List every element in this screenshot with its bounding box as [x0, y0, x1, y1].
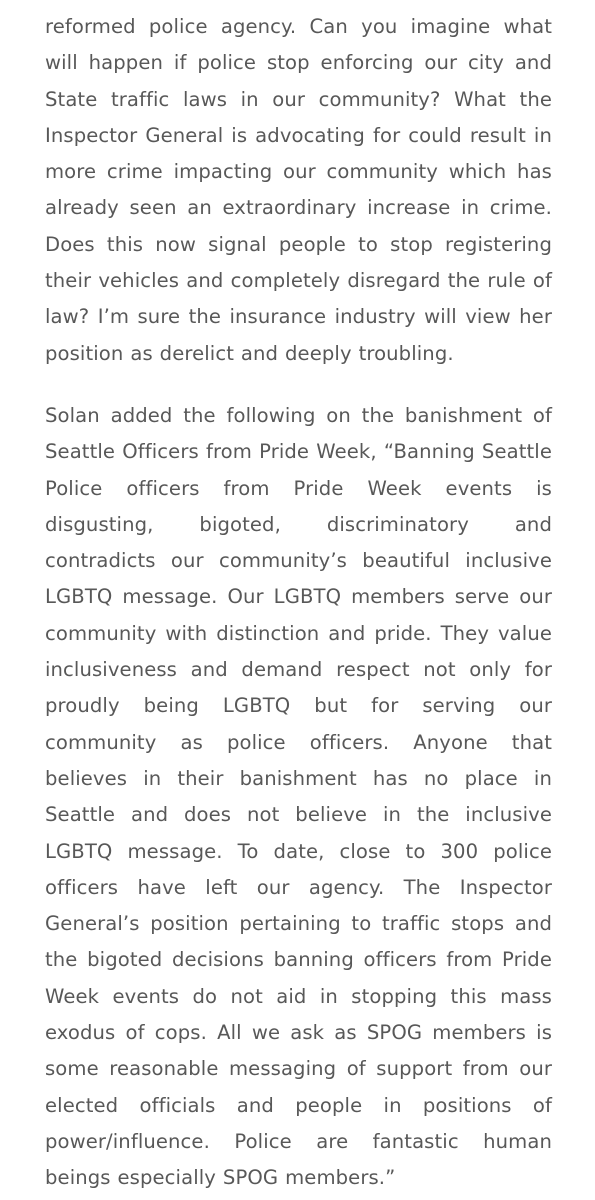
article-paragraph-2: Solan added the following on the banishment of Seattle Officers from Pride Week, “Banning Seattle Police officers from Pride Week events is disgusting, bigoted, discriminatory and contradicts our community’s beautiful inclusive LGBTQ message. Our LGBTQ members serve our community with distinction and pride. They value inclusiveness and demand respect not only for proudly being LGBTQ but for serving our community as police officers. Anyone that believes in their banishment has no place in Seattle and does not believe in the inclusive LGBTQ message. To date, close to 300 police officers have left our agency. The Inspector General’s position pertaining to traffic stops and the bigoted decisions banning officers from Pride Week events do not aid in stopping this mass exodus of cops. All we ask as SPOG members is some reasonable messaging of support from our elected officials and people in positions of power/influence. Police are fantastic human beings especially SPOG members.” [45, 403, 552, 1190]
article-paragraph-1: reformed police agency. Can you imagine what will happen if police stop enforcing our city and State traffic laws in our community? What the Inspector General is advocating for could result in more crime impacting our community which has already seen an extraordinary increase in crime. Does this now signal people to stop registering their vehicles and completely disregard the rule of law? I’m sure the insurance industry will view her position as derelict and deeply troubling. [45, 15, 552, 365]
article-body [45, 9, 552, 1197]
